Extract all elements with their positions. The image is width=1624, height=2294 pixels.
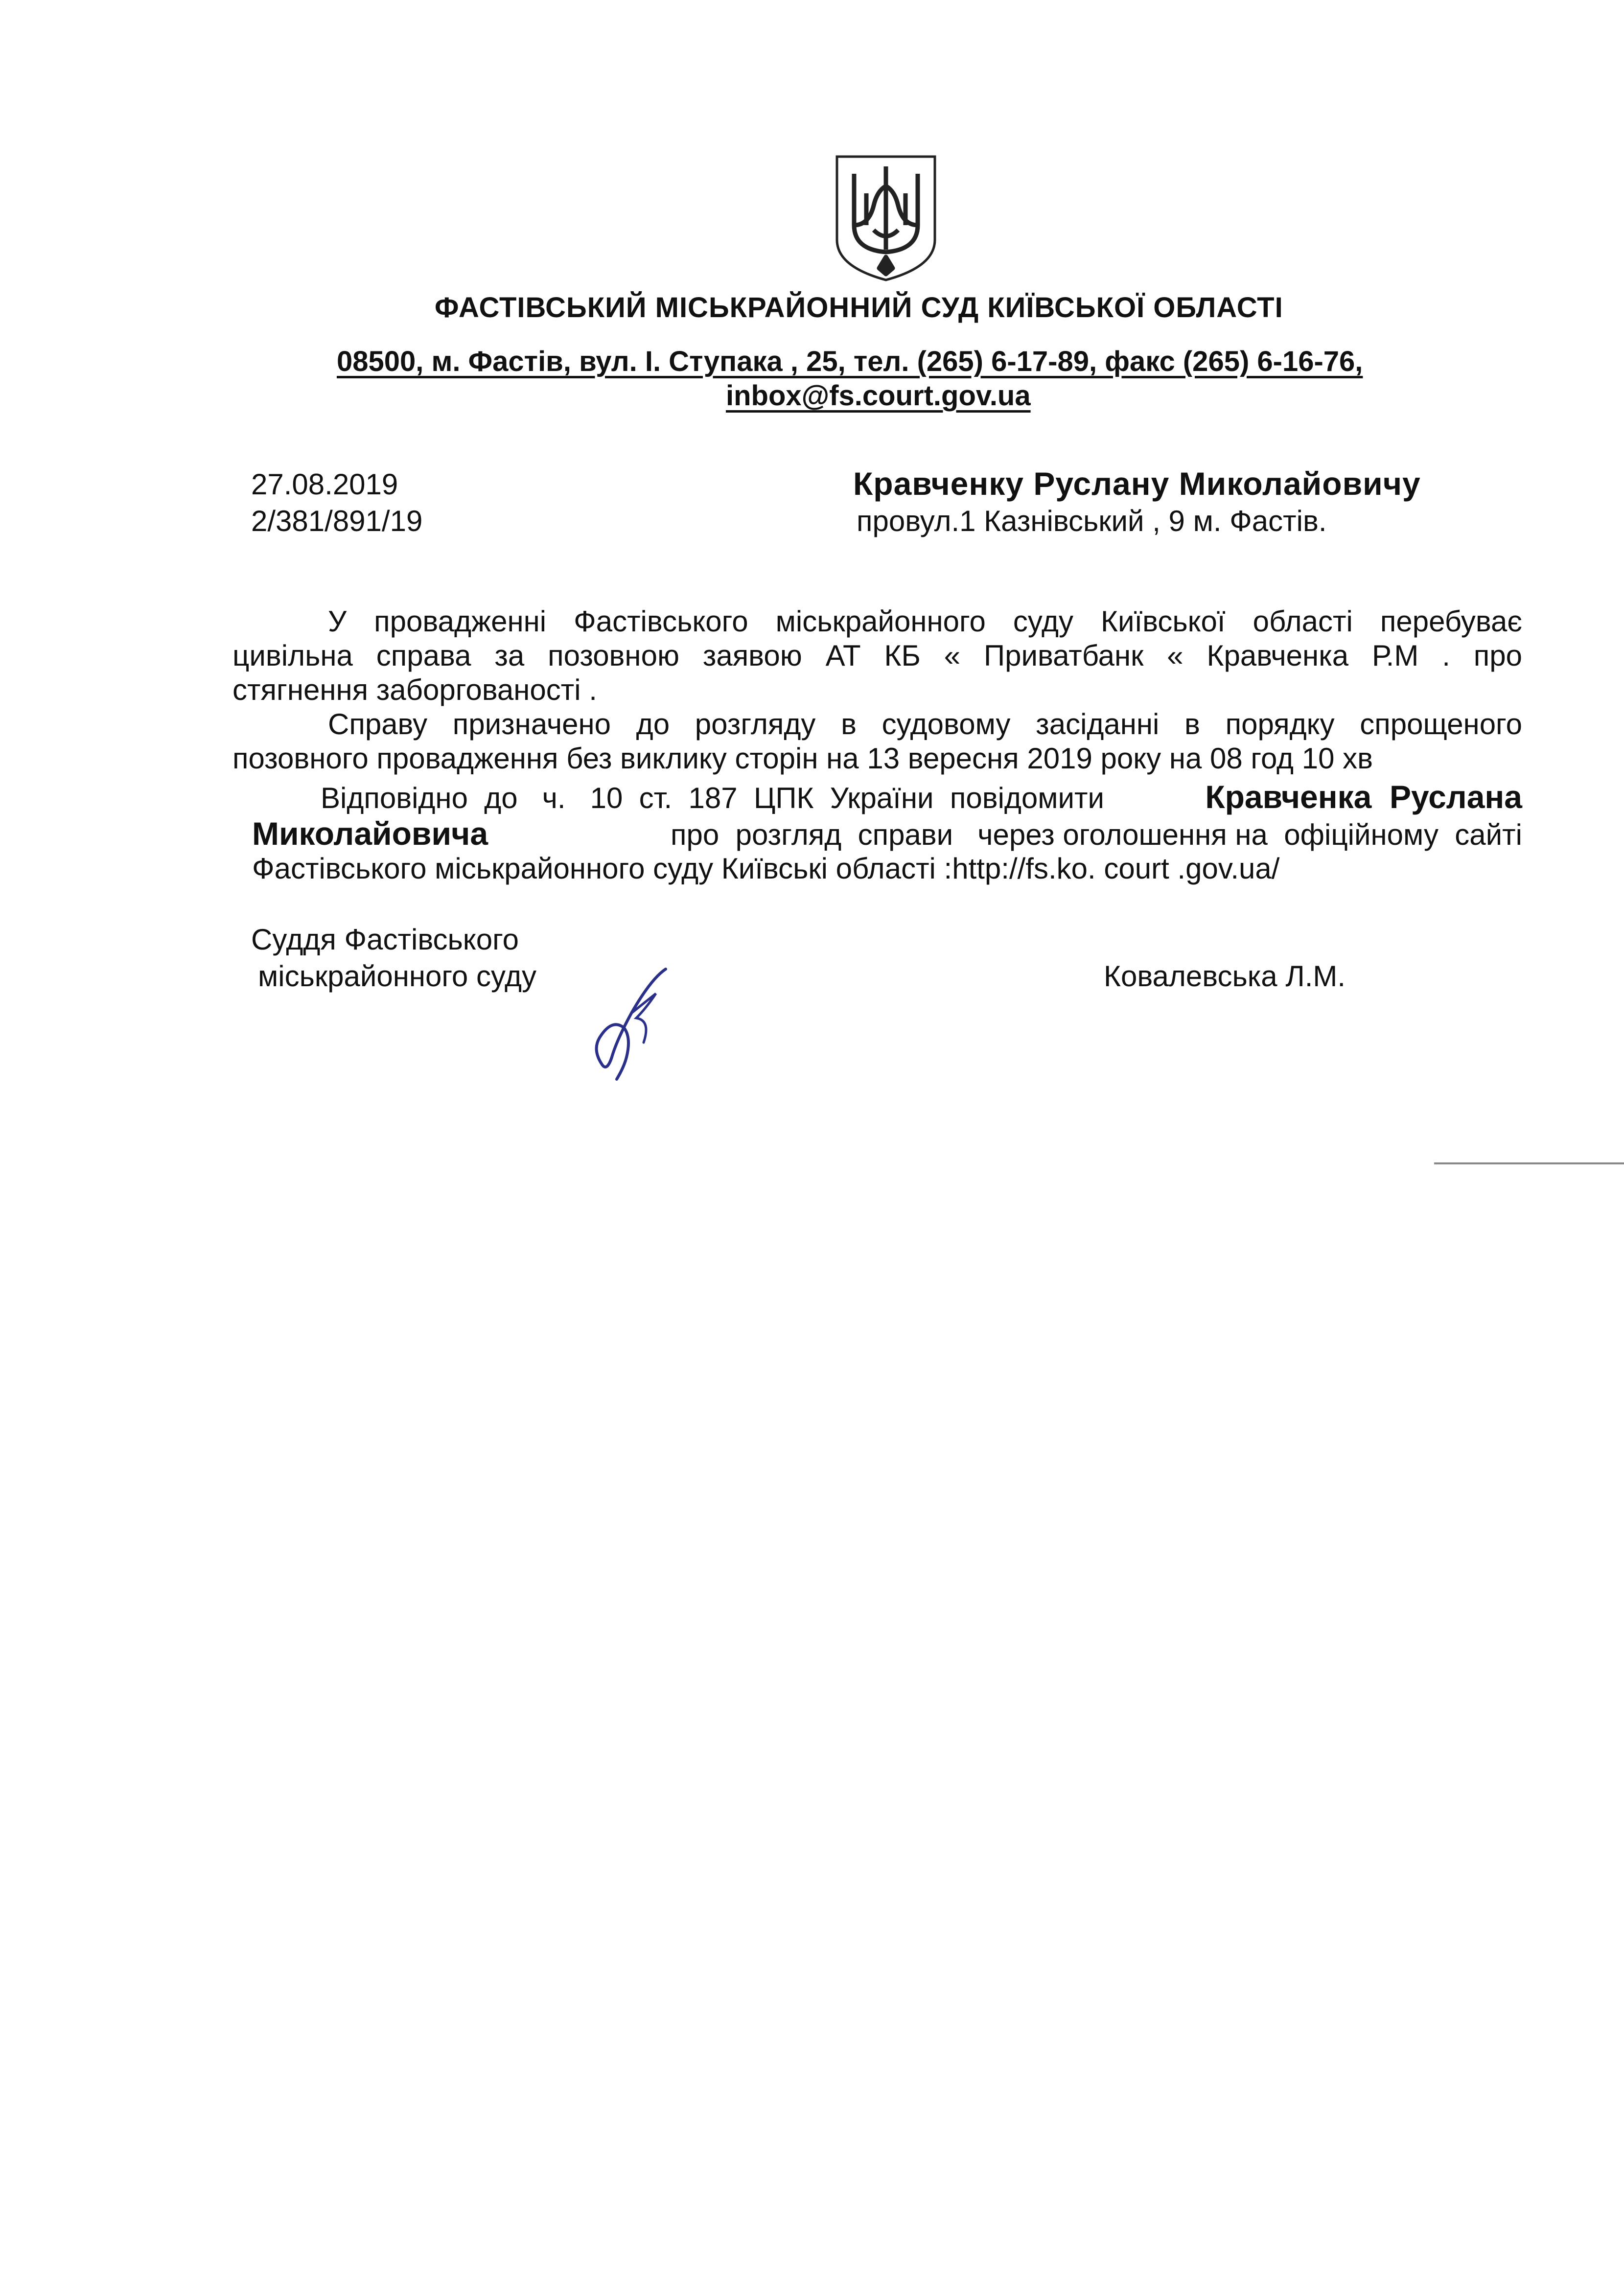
body-text-line: позовного провадження без виклику сторін на 13 вересня 2019 року на 08 год 10 хв xyxy=(232,742,1373,775)
recipient-address: провул.1 Казнівський , 9 м. Фастів. xyxy=(857,505,1327,537)
recipient-name: Кравченку Руслану Миколайовичу xyxy=(853,465,1421,502)
court-name: ФАСТІВСЬКИЙ МІСЬКРАЙОННИЙ СУД КИЇВСЬКОЇ ОБЛАСТІ xyxy=(435,292,1283,324)
scan-line-divider xyxy=(1434,1162,1624,1164)
body-text-line: цивільна справа за позовною заявою АТ КБ « Приватбанк « Кравченка Р.М . про xyxy=(232,639,1522,672)
body-text-line: У провадженні Фастівського міськрайонного суду Київської області перебуває xyxy=(328,605,1522,638)
judge-title: міськрайонного суду xyxy=(258,960,536,993)
body-text-line: стягнення заборгованості . xyxy=(232,673,597,706)
body-text-line: Справу призначено до розгляду в судовому засіданні в порядку спрощеного xyxy=(328,708,1522,741)
document-date: 27.08.2019 xyxy=(251,468,398,501)
court-address: 08500, м. Фастів, вул. І. Ступака , 25, тел. (265) 6-17-89, факс (265) 6-16-76, xyxy=(337,346,1363,377)
debtor-name: Кравченка Руслана xyxy=(1205,779,1522,815)
body-text-line xyxy=(321,778,1522,815)
debtor-patronymic: Миколайовича xyxy=(252,815,488,852)
court-email[interactable]: inbox@fs.court.gov.ua xyxy=(726,380,1031,412)
trident-coat-of-arms-icon xyxy=(832,152,940,284)
body-text-segment: Відповідно до ч. 10 ст. 187 ЦПК України повідомити xyxy=(321,782,1105,814)
body-text-line: Фастівського міськрайонного суду Київські області :http://fs.ko. court .gov.ua/ xyxy=(252,852,1280,885)
judge-name: Ковалевська Л.М. xyxy=(1104,960,1346,993)
case-number: 2/381/891/19 xyxy=(251,505,423,537)
handwritten-signature-icon xyxy=(558,959,685,1087)
body-text-segment: про розгляд справи через оголошення на офіційному сайті xyxy=(671,818,1522,851)
judge-title: Суддя Фастівського xyxy=(251,923,519,956)
body-text-line xyxy=(252,815,1522,852)
